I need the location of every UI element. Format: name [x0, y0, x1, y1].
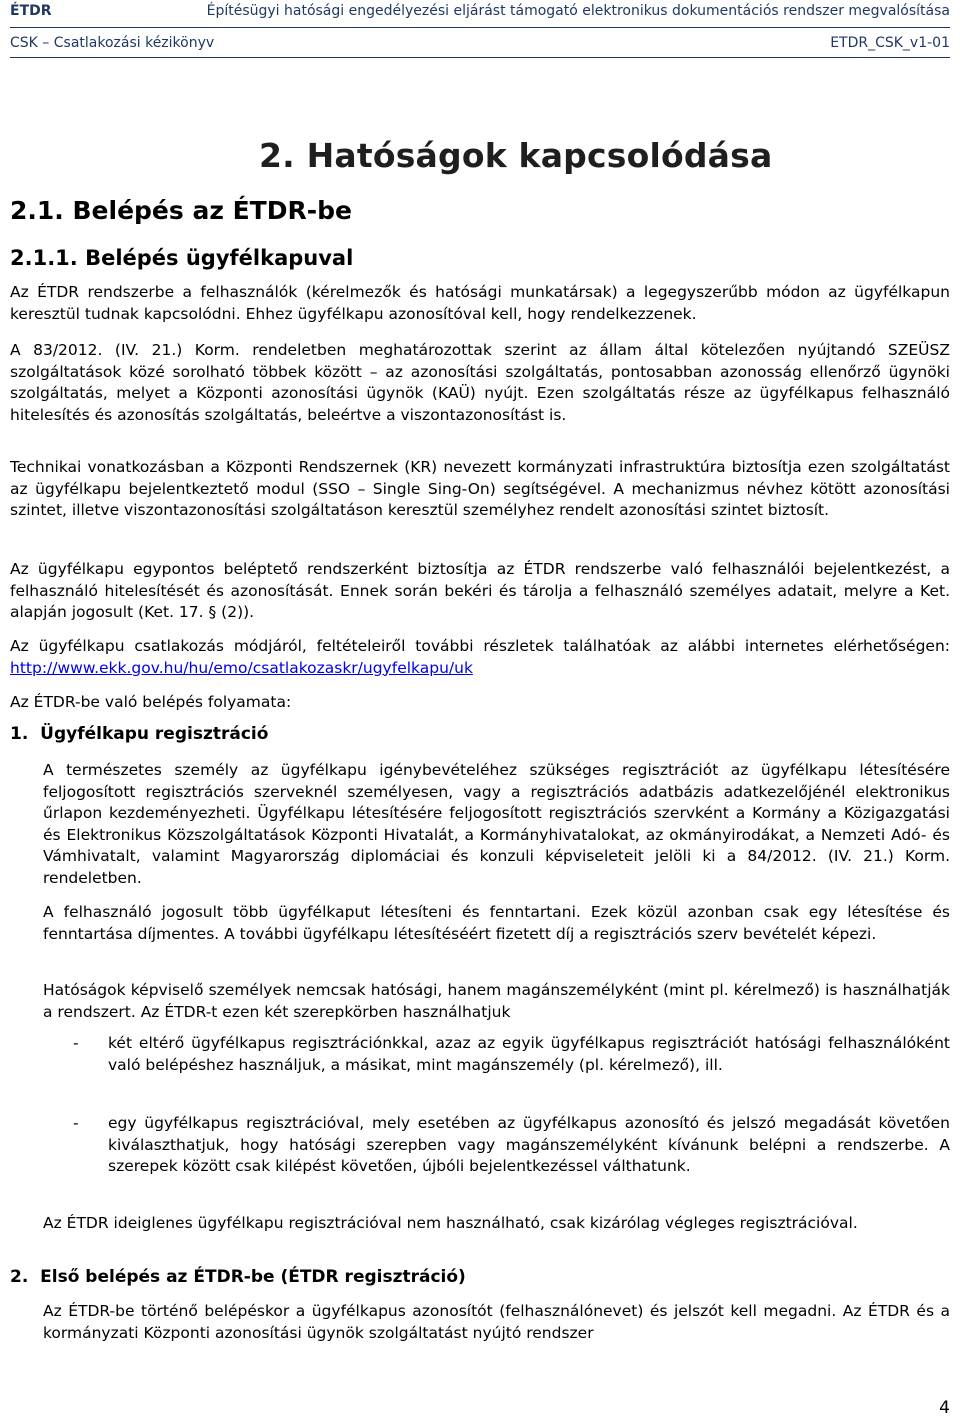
step-1-paragraph-3: Hatóságok képviselő személyek nemcsak hatósági, hanem magánszemélyként (mint pl. kérelmező) is használhatják a rendszert. Az ÉTDR-t ezen két szerepkörben használhatjuk — [43, 981, 950, 1021]
step-1-paragraph-4: Az ÉTDR ideiglenes ügyfélkapu regisztrációval nem használható, csak kizárólag végleges regisztrációval. — [43, 1214, 858, 1232]
list-item: egy ügyfélkapus regisztrációval, mely esetében az ügyfélkapus azonosító és jelszó megadását követően kiválaszthatjuk, hogy hatósági szerepben vagy magánszemélyként kívánunk belépni a rendszerbe. A szerepek között csak kilépést követően, újbóli bejelentkezéssel válthatunk. — [108, 1114, 950, 1175]
header-document-name: CSK – Csatlakozási kézikönyv — [10, 35, 215, 51]
step-1-heading — [10, 724, 268, 744]
intro-paragraph-5 — [10, 636, 950, 679]
header-project-title: Építésügyi hatósági engedélyezési eljárást támogató elektronikus dokumentációs rendszer megvalósítása — [206, 3, 950, 19]
header-divider-bottom — [10, 57, 950, 58]
list-item: két eltérő ügyfélkapus regisztrációnkkal, azaz az egyik ügyfélkapus regisztrációt hatósági felhasználóként való belépéshez használjuk, a másikat, mint magánszemély (pl. kérelmező), ill. — [108, 1034, 950, 1074]
header-document-id: ETDR_CSK_v1-01 — [830, 35, 950, 51]
intro-paragraph-3: Technikai vonatkozásban a Központi Rendszernek (KR) nevezett kormányzati infrastruktúra biztosítja ezen szolgáltatást az ügyfélkapu bejelentkeztető modul (SSO – Single Sing-On) segítségével. A mechanizmus névhez kötött azonosítási szintet, illetve viszontazonosítási szolgáltatáson keresztül személyhez rendelt azonosítási szintet biztosít. — [10, 458, 950, 519]
list-bullet-marker: - — [73, 1034, 79, 1052]
step-1-title: Ügyfélkapu regisztráció — [40, 724, 269, 744]
step-2-title: Első belépés az ÉTDR-be (ÉTDR regisztráció) — [40, 1267, 466, 1287]
step-2-paragraph-1: Az ÉTDR-be történő belépéskor a ügyfélkapus azonosítót (felhasználónevet) és jelszót kell megadni. Az ÉTDR és a kormányzati Központi azonosítási ügynök szolgáltatást nyújtó rendszer — [43, 1302, 950, 1342]
chapter-title: 2. Hatóságok kapcsolódása — [259, 136, 773, 175]
step-2-number: 2. — [10, 1267, 29, 1287]
page-number: 4 — [939, 1398, 950, 1418]
intro-paragraph-6: Az ÉTDR-be való belépés folyamata: — [10, 693, 292, 711]
list-bullet-marker: - — [73, 1114, 79, 1132]
intro-paragraph-1: Az ÉTDR rendszerbe a felhasználók (kérelmezők és hatósági munkatársak) a legegyszerűbb módon az ügyfélkapun keresztül tudnak kapcsolódni. Ehhez ügyfélkapu azonosítóval kell, hogy rendelkezzenek. — [10, 283, 950, 323]
intro-paragraph-5-text: Az ügyfélkapu csatlakozás módjáról, feltételeiről további részletek találhatóak az alábbi internetes elérhetőségen: — [10, 637, 950, 655]
header-divider — [10, 27, 950, 28]
subsection-title: 2.1.1. Belépés ügyfélkapuval — [10, 246, 354, 270]
intro-paragraph-2: A 83/2012. (IV. 21.) Korm. rendeletben meghatározottak szerint az állam által kötelezően nyújtandó SZEÜSZ szolgáltatások közé sorolható többek között – az azonosítási szolgáltatás, pontosabban azonosság ellenőrző ügynöki szolgáltatás, melyet a Központi azonosítási ügynök (KAÜ) nyújt. Ezen szolgáltatás része az ügyfélkapus felhasználó hitelesítés és azonosítás szolgáltatás, beleértve a viszontazonosítást is. — [10, 341, 950, 424]
header-system-abbrev: ÉTDR — [10, 3, 52, 19]
intro-paragraph-4: Az ügyfélkapu egypontos beléptető rendszerként biztosítja az ÉTDR rendszerbe való felhasználói bejelentkezést, a felhasználó hitelesítését és azonosítását. Ennek során bekéri és tárolja a felhasználó személyes adatait, melyre a Ket. alapján jogosult (Ket. 17. § (2)). — [10, 560, 950, 621]
step-1-paragraph-2: A felhasználó jogosult több ügyfélkaput létesíteni és fenntartani. Ezek közül azonban csak egy létesítése és fenntartása díjmentes. A további ügyfélkapu létesítéséért fizetett díj a regisztrációs szerv bevételét képezi. — [43, 903, 950, 943]
ugyfelkapu-info-link[interactable]: http://www.ekk.gov.hu/hu/emo/csatlakozaskr/ugyfelkapu/uk — [10, 658, 473, 677]
step-1-number: 1. — [10, 724, 29, 744]
section-title: 2.1. Belépés az ÉTDR-be — [10, 196, 352, 225]
step-1-paragraph-1: A természetes személy az ügyfélkapu igénybevételéhez szükséges regisztrációt az ügyfélkapu létesítésére feljogosított regisztrációs szerveknél személyesen, vagy a regisztrációs adatbázis adatkezelőjénél elektronikus űrlapon kezdeményezheti. Ügyfélkapu létesítésére feljogosított regisztrációs szervként a Kormány a Közigazgatási és Elektronikus Közszolgáltatások Központi Hivatalát, a Kormányhivatalokat, az okmányirodákat, a Nemzeti Adó- és Vámhivatalt, valamint Magyarország diplomáciai és konzuli képviseleteit jelöli ki a 84/2012. (IV. 21.) Korm. rendeletben. — [43, 761, 950, 887]
step-2-heading — [10, 1267, 466, 1287]
